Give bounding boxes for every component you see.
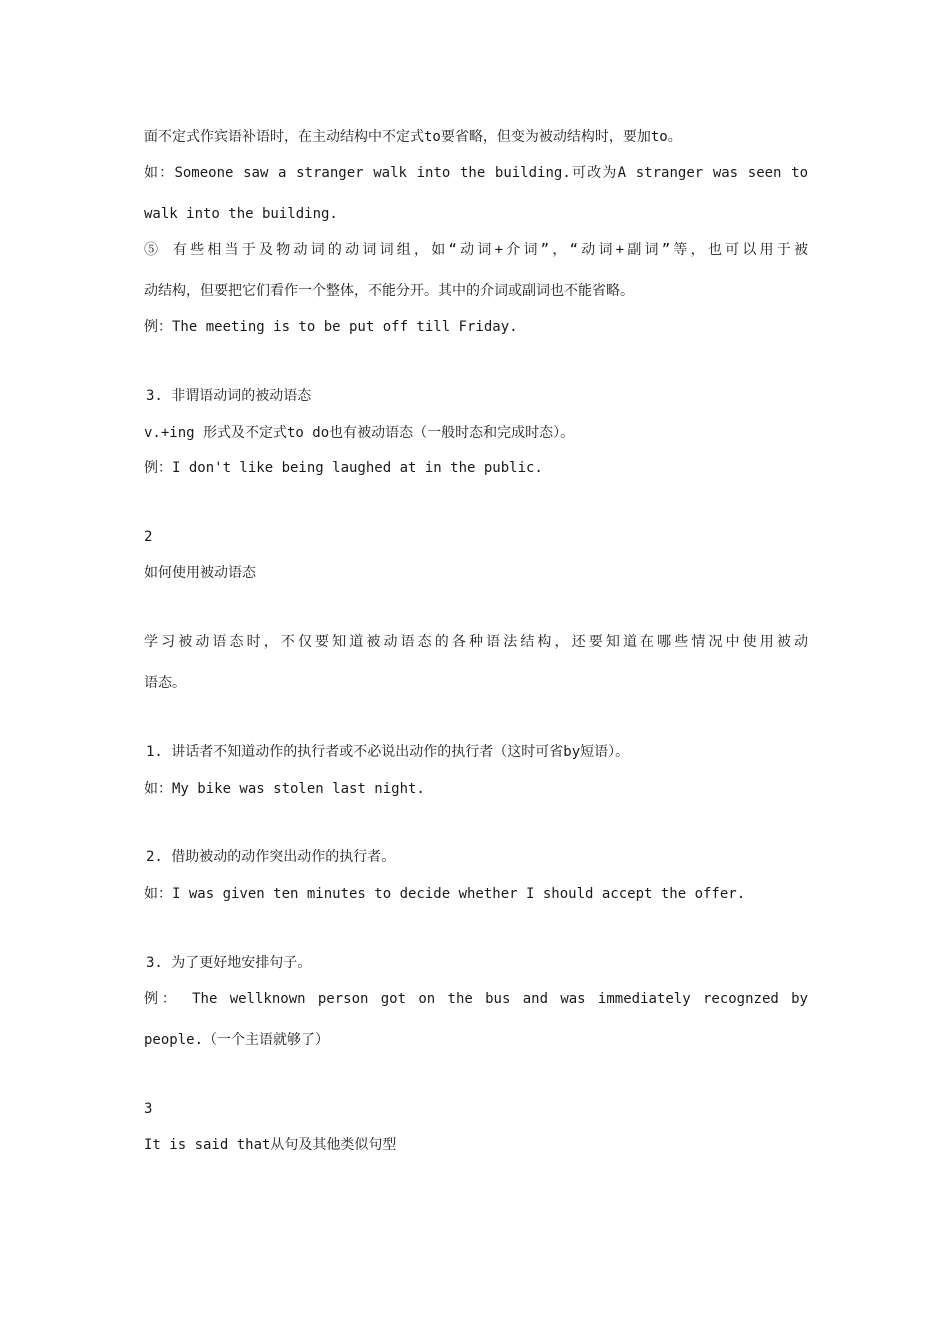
section-number: 3 [144, 1101, 153, 1117]
example-line: walk into the building. [144, 206, 338, 222]
section-number: 2 [144, 529, 153, 545]
list-item: 3. 为了更好地安排句子。 [146, 955, 312, 971]
text-line: 面不定式作宾语补语时，在主动结构中不定式to要省略，但变为被动结构时，要加to。 [144, 129, 682, 145]
text-line: 语态。 [144, 675, 186, 691]
example-line: 例： The wellknown person got on the bus and was immediately recognzed by [144, 991, 808, 1007]
list-item: 1. 讲话者不知道动作的执行者或不必说出动作的执行者（这时可省by短语）。 [146, 744, 630, 760]
text-line: v.+ing 形式及不定式to do也有被动语态（一般时态和完成时态）。 [144, 425, 575, 441]
example-line: 如：My bike was stolen last night. [144, 781, 425, 797]
example-line: 例：The meeting is to be put off till Friday. [144, 319, 518, 335]
text-line: 学习被动语态时，不仅要知道被动语态的各种语法结构，还要知道在哪些情况中使用被动 [144, 634, 808, 650]
example-line: people.（一个主语就够了） [144, 1032, 330, 1048]
section-title: It is said that从句及其他类似句型 [144, 1137, 397, 1153]
list-item: 2. 借助被动的动作突出动作的执行者。 [146, 849, 396, 865]
example-line: 如：Someone saw a stranger walk into the building.可改为A stranger was seen to [144, 165, 808, 181]
section-title: 如何使用被动语态 [144, 565, 256, 581]
rule-item-5: ⑤ 有些相当于及物动词的动词词组，如“动词+介词”，“动词+副词”等，也可以用于被 [144, 242, 808, 258]
text-line: 动结构，但要把它们看作一个整体，不能分开。其中的介词或副词也不能省略。 [144, 283, 634, 299]
example-line: 如：I was given ten minutes to decide whether I should accept the offer. [144, 886, 746, 902]
example-line: 例：I don't like being laughed at in the public. [144, 460, 543, 476]
section-heading: 3. 非谓语动词的被动语态 [146, 388, 312, 404]
